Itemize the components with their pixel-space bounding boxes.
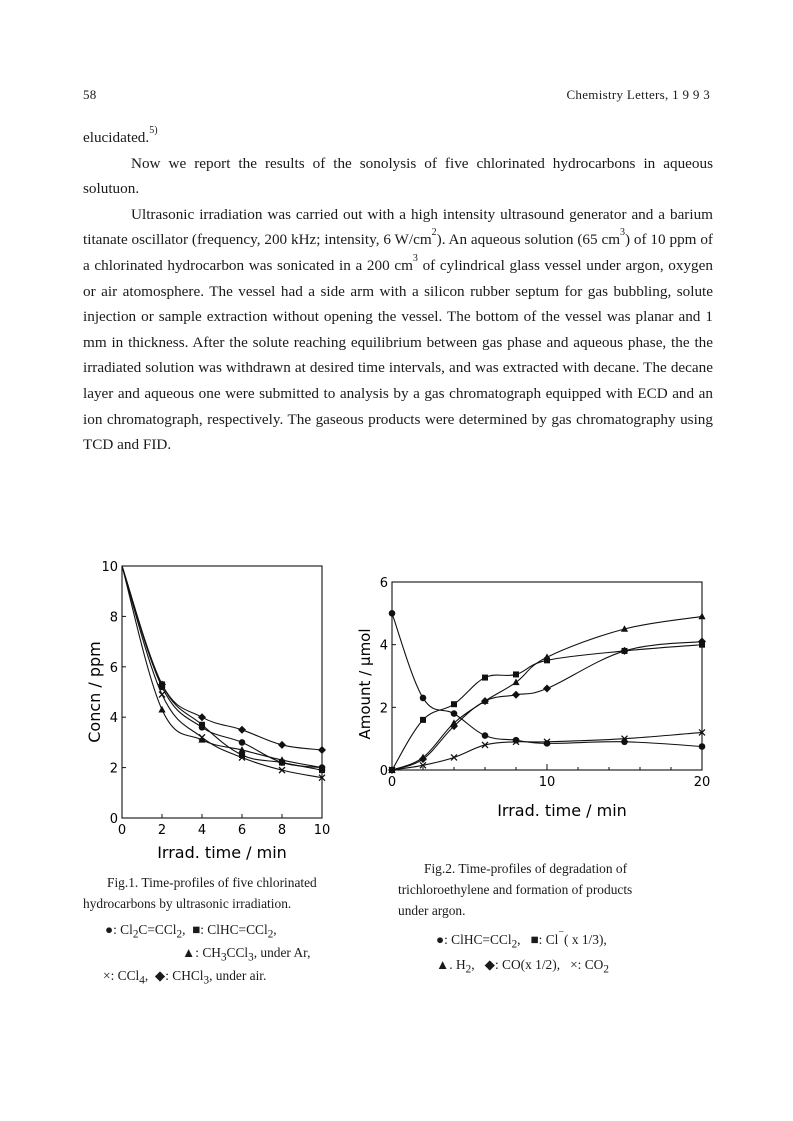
cross-icon: × (570, 957, 578, 972)
y-tick-label: 8 (109, 610, 118, 626)
figure-1-chart (80, 558, 370, 863)
y-tick-label: 6 (109, 660, 118, 676)
para2-text-2: ). An aqueous solution (65 cm (436, 231, 621, 249)
y-tick-label: 6 (379, 576, 388, 591)
legend-sub: 2 (465, 963, 472, 976)
legend-text: CCl (117, 968, 140, 983)
data-point (543, 685, 551, 693)
legend-text: , under Ar, (253, 945, 311, 960)
legend-sub: 2 (603, 963, 609, 976)
fig1-legend-row-1: ●: $Cl_2C=CCl_2$, ■: ClHC=CCl$_2$, (105, 922, 277, 941)
paragraph-1: Now we report the results of the sonolysis of five chlorinated hydrocarbons in aqueous solutuon. (83, 154, 713, 198)
series-line (392, 645, 702, 770)
x-axis-label: Irrad. time / min (157, 843, 287, 862)
legend-text: CO(x 1/2), (502, 957, 561, 972)
data-point (451, 754, 457, 760)
filled-square-icon: ■ (192, 922, 201, 937)
paragraph-2 (83, 202, 713, 458)
data-point (512, 678, 519, 685)
fig1-caption-line-1: Fig.1. Time-profiles of five chlorinated (107, 875, 317, 890)
x-tick-label: 20 (693, 775, 711, 790)
y-tick-label: 4 (109, 711, 118, 727)
y-axis-label: Amount / μmol (356, 628, 374, 740)
data-point (699, 743, 706, 750)
series-diamond (122, 566, 326, 754)
fig1-caption-line-2: hydrocarbons by ultrasonic irradiation. (83, 896, 292, 911)
para2-sup-3: 3 (412, 252, 418, 264)
legend-text: C=CCl (138, 922, 177, 937)
series-line (122, 566, 322, 750)
fig2-legend-row-1: ●: ClHC=CCl$_2$, ■: Cl−( x 1/3), (436, 927, 607, 951)
x-tick-label: 6 (237, 823, 247, 838)
series-square (389, 642, 705, 773)
figure-2-chart (352, 570, 722, 830)
data-point (512, 691, 520, 699)
legend-text: Cl (545, 932, 559, 947)
data-point (159, 692, 165, 698)
legend-sub: 2 (511, 938, 518, 951)
legend-text: , (273, 922, 277, 937)
figure-1-caption (83, 872, 383, 914)
legend-text: , (144, 968, 149, 983)
paragraph-0 (83, 125, 713, 151)
para2-sup-1: 2 (431, 227, 437, 239)
y-tick-label: 2 (109, 761, 118, 777)
filled-circle-icon: ● (105, 922, 114, 937)
data-point (451, 710, 458, 717)
figure-2-caption (398, 858, 718, 921)
para2-sup-2: 3 (620, 227, 626, 239)
legend-sub: 2 (132, 928, 139, 941)
legend-text: Cl (120, 922, 133, 937)
journal-header: Chemistry Letters, 1 9 9 3 (566, 87, 710, 102)
fig2-caption-line-1: Fig.2. Time-profiles of degradation of (424, 861, 628, 876)
data-point (451, 701, 457, 707)
legend-sub: 4 (139, 974, 145, 987)
legend-sup: − (558, 927, 565, 938)
x-tick-label: 10 (313, 823, 331, 838)
legend-text: CCl (226, 945, 249, 960)
reference-5: 5) (149, 125, 158, 136)
data-point (389, 610, 396, 617)
data-point (278, 741, 286, 749)
data-point (513, 671, 519, 677)
filled-triangle-icon: ▲ (436, 957, 450, 972)
legend-text: , (182, 922, 186, 937)
filled-square-icon: ■ (530, 932, 539, 947)
y-tick-label: 2 (379, 701, 388, 717)
fig1-legend-row-2: ▲: $CH_3CCl_3$, under Ar, (182, 945, 311, 964)
y-tick-label: 4 (379, 638, 388, 654)
data-point (482, 675, 488, 681)
legend-text: CHCl (172, 968, 204, 983)
y-tick-label: 0 (379, 764, 388, 779)
body-text (83, 125, 713, 458)
data-point (318, 746, 326, 754)
line-0: elucidated. (83, 129, 150, 146)
legend-sub: 2 (176, 928, 183, 941)
fig1-legend-row-3: ×: CCl$_4$, ◆: CHCl$_3$, under air. (103, 968, 267, 987)
x-tick-label: 2 (157, 823, 167, 838)
figure-1 (80, 558, 370, 863)
legend-text: , (517, 932, 521, 947)
legend-text: ClHC=CCl (451, 932, 512, 947)
data-point (158, 706, 165, 713)
legend-sub: 3 (203, 974, 210, 987)
data-point (198, 713, 206, 721)
figure-2 (352, 570, 722, 830)
data-point (238, 726, 246, 734)
page-number: 58 (83, 87, 97, 102)
data-point (482, 732, 489, 739)
data-point (420, 717, 426, 723)
data-point (420, 695, 427, 702)
plot-frame (122, 566, 322, 818)
legend-sub: 3 (220, 951, 227, 964)
para2-text-1: Ultrasonic irradiation was carried out with a high intensity ultrasound generator and a barium titanate oscillator (frequency, 200 kHz; intensity, 6 W/cm (83, 205, 713, 249)
filled-diamond-icon: ◆ (154, 968, 166, 983)
data-point (239, 739, 246, 746)
x-axis-label: Irrad. time / min (497, 801, 627, 820)
x-tick-label: 0 (387, 775, 397, 790)
filled-diamond-icon: ◆ (484, 957, 495, 972)
para2-text-3: ) of 10 ppm of a chlorinated hydrocarbon was sonicated in a 200 cm (83, 231, 713, 274)
legend-sub: 2 (267, 928, 274, 941)
series-cross (122, 566, 325, 781)
legend-text: H (455, 957, 466, 972)
legend-sub: 3 (248, 951, 254, 964)
legend-text: CH (202, 945, 221, 960)
fig2-caption-line-2: trichloroethylene and formation of products (398, 882, 633, 897)
fig2-caption-line-3: under argon. (398, 903, 466, 918)
legend-text: , (471, 957, 475, 972)
para2-text-4: of cylindrical glass vessel under argon, oxygen or air atomosphere. The vessel had a side arm with a silicon rubber septum for gas bubbling, solute injection or sample extraction without opening the vessel. The bottom of the vessel was planar and 1 mm in thickness. After the solute reaching equilibrium between gas phase and aqueous phase, the the irradiated solution was withdrawn at desired time intervals, and was extracted with decane. The decane layer and aqueous one were submitted to analysis by a gas chromatograph equipped with ECD and an ion chromatograph, respectively. The gaseous products were determined by gas chromatography using TCD and FID. (83, 256, 713, 454)
x-tick-label: 10 (538, 775, 556, 790)
x-tick-label: 4 (197, 823, 207, 838)
filled-triangle-icon: ▲ (182, 945, 196, 960)
y-tick-label: 10 (101, 560, 118, 575)
series-line (392, 613, 702, 746)
x-tick-label: 0 (117, 823, 127, 838)
fig2-legend-row-2: ▲. $H_2$, ◆: CO(x 1/2), ×: $CO_2$ (436, 957, 609, 976)
y-tick-label: 0 (109, 812, 118, 827)
y-axis-label: Concn / ppm (85, 641, 104, 743)
data-point (543, 653, 550, 660)
cross-icon: × (103, 968, 111, 983)
series-triangle (388, 613, 705, 773)
data-point (199, 722, 205, 728)
series-circle (389, 610, 706, 750)
legend-text: ClHC=CCl (207, 922, 268, 937)
legend-text: ( x 1/3), (564, 932, 607, 947)
series-line (392, 616, 702, 770)
data-point (698, 613, 705, 620)
x-tick-label: 8 (277, 823, 287, 838)
legend-text: CO (584, 957, 604, 972)
filled-circle-icon: ● (436, 932, 445, 947)
legend-text: , under air. (209, 968, 267, 983)
